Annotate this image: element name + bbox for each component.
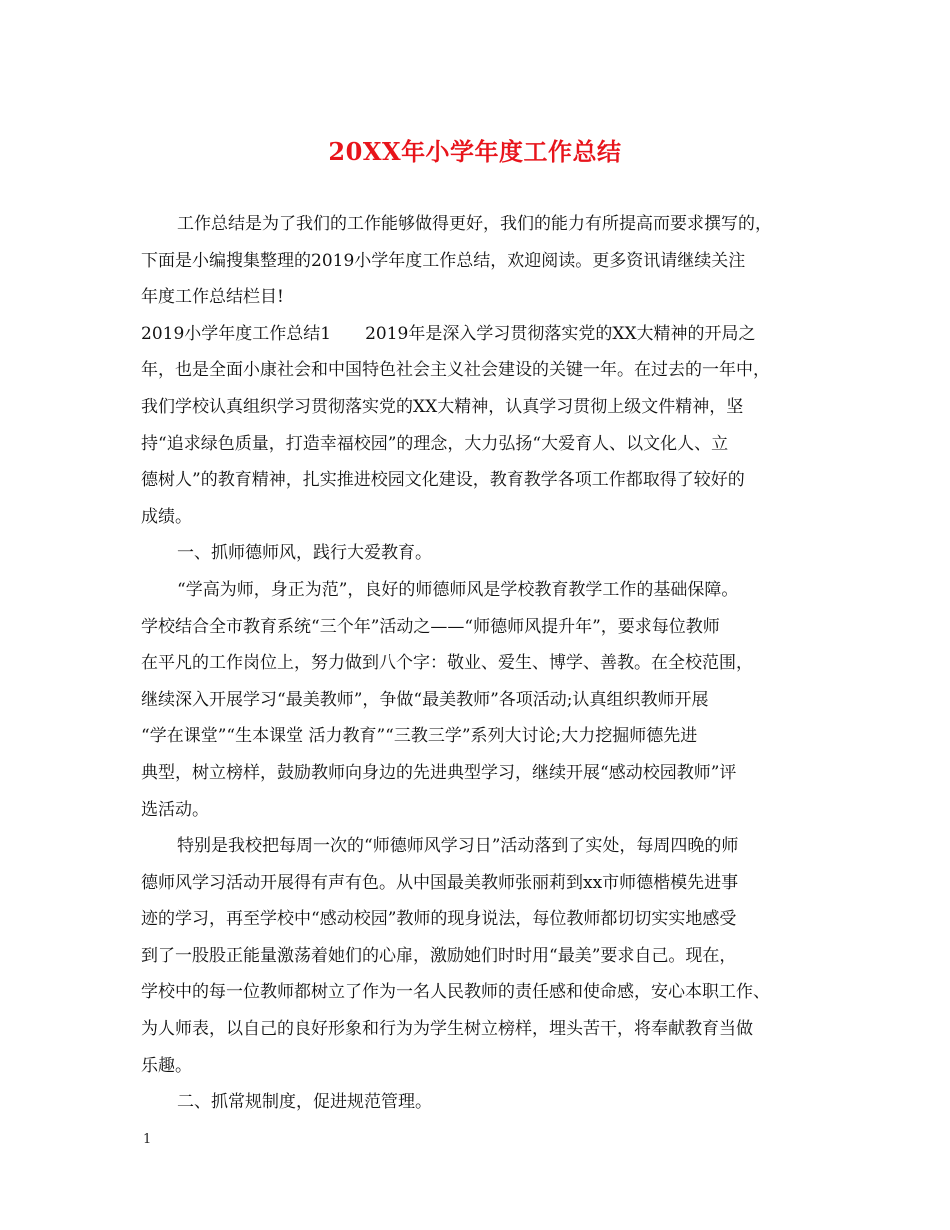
document-body	[141, 206, 826, 1121]
section-heading: 一、抓师德师风，践行大爱教育。	[177, 543, 432, 564]
text-line: 年，也是全面小康社会和中国特色社会主义社会建设的关键一年。在过去的一年中，	[141, 360, 770, 381]
text-line: 年度工作总结栏目!	[141, 287, 284, 308]
text-line: 选活动。	[141, 799, 209, 820]
text-line: 我们学校认真组织学习贯彻落实党的XX大精神，认真学习贯彻上级文件精神，坚	[141, 396, 744, 417]
text-line: “学高为师，身正为范”，良好的师德师风是学校教育教学工作的基础保障。	[177, 579, 739, 600]
page-number: 1	[143, 1132, 152, 1147]
text-line: 下面是小编搜集整理的2019小学年度工作总结，欢迎阅读。更多资讯请继续关注	[141, 250, 746, 271]
text-line: 迹的学习，再至学校中“感动校园”教师的现身说法，每位教师都切切实实地感受	[141, 909, 737, 930]
text-line: 学校中的每一位教师都树立了作为一名人民教师的责任感和使命感，安心本职工作、	[141, 982, 770, 1003]
text-line: 工作总结是为了我们的工作能够做得更好，我们的能力有所提高而要求撰写的，	[177, 214, 772, 234]
text-line: 特别是我校把每周一次的“师德师风学习日”活动落到了实处，每周四晚的师	[177, 836, 739, 857]
section-heading: 二、抓常规制度，促进规范管理。	[177, 1092, 432, 1113]
text-line: 继续深入开展学习“最美教师”，争做“最美教师”各项活动;认真组织教师开展	[141, 689, 709, 710]
text-line: 为人师表，以自己的良好形象和行为为学生树立榜样，埋头苦干，将奉献教育当做	[141, 1019, 753, 1040]
text-line: 德师风学习活动开展得有声有色。从中国最美教师张丽莉到xx市师德楷模先进事	[141, 872, 739, 893]
text-line: 德树人”的教育精神，扎实推进校园文化建设，教育教学各项工作都取得了较好的	[141, 470, 745, 491]
document-title: 20XX年小学年度工作总结	[328, 137, 622, 166]
text-line: 到了一股股正能量激荡着她们的心扉，激励她们时时用“最美”要求自己。现在，	[141, 945, 737, 966]
text-line: 乐趣。	[141, 1055, 192, 1076]
text-line: 学校结合全市教育系统“三个年”活动之——“师德师风提升年”，要求每位教师	[141, 616, 720, 637]
text-line: 持“追求绿色质量，打造幸福校园”的理念，大力弘扬“大爱育人、以文化人、立	[141, 433, 729, 454]
text-line: “学在课堂”“生本课堂 活力教育”“三教三学”系列大讨论;大力挖掘师德先进	[141, 726, 698, 747]
text-line: 在平凡的工作岗位上，努力做到八个字：敬业、爱生、博学、善教。在全校范围，	[141, 653, 753, 674]
text-line: 成绩。	[141, 506, 192, 527]
text-line: 典型，树立榜样，鼓励教师向身边的先进典型学习，继续开展“感动校园教师”评	[141, 762, 737, 783]
text-line: 2019小学年度工作总结1 2019年是深入学习贯彻落实党的XX大精神的开局之	[141, 323, 756, 344]
